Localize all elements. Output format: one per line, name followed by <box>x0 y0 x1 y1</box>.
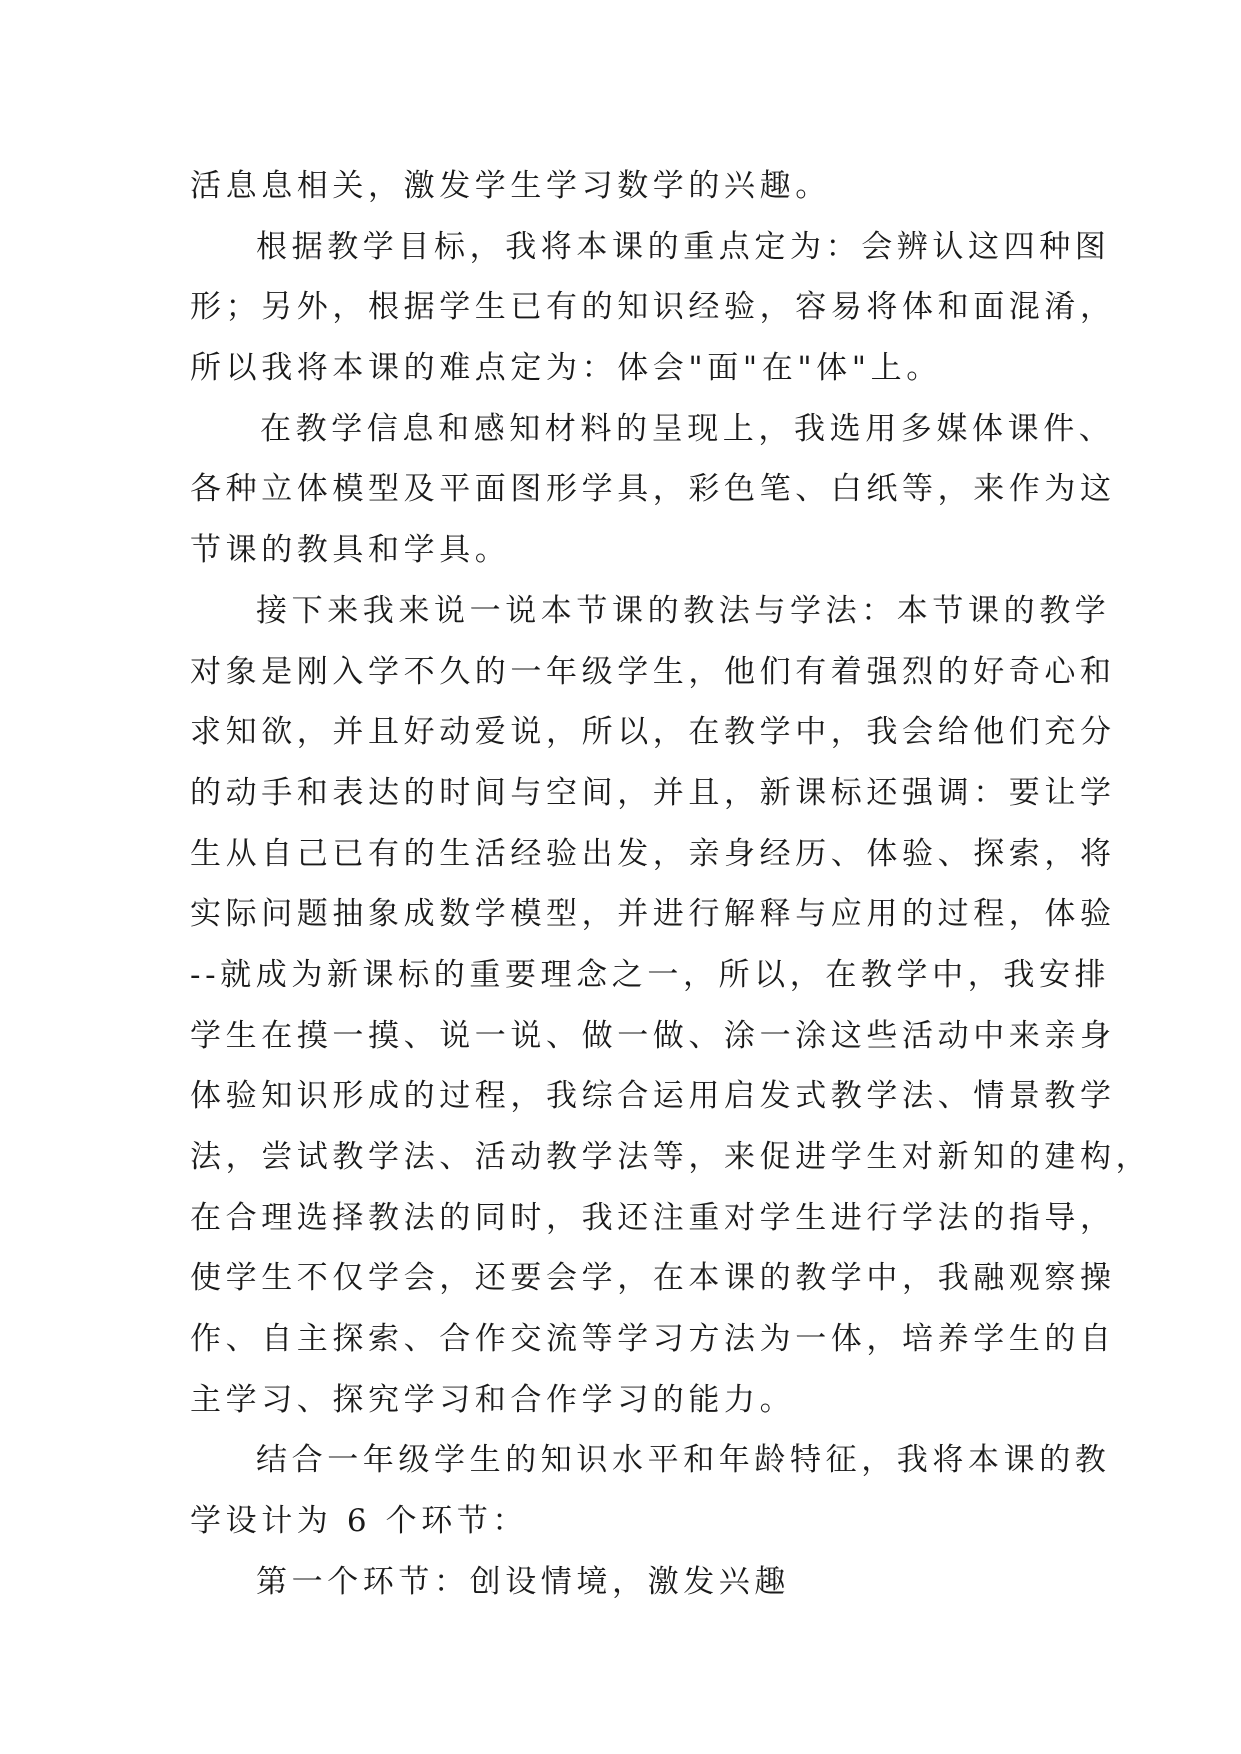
text-line: 形；另外，根据学生已有的知识经验，容易将体和面混淆， <box>190 289 1116 326</box>
text-line: 的动手和表达的时间与空间，并且，新课标还强调：要让学 <box>190 774 1116 811</box>
text-line: 生从自己已有的生活经验出发，亲身经历、体验、探索，将 <box>190 835 1116 872</box>
text-line: 法，尝试教学法、活动教学法等，来促进学生对新知的建构， <box>190 1139 1152 1175</box>
paragraph-first-line: 结合一年级学生的知识水平和年龄特征，我将本课的教 <box>256 1442 1111 1479</box>
text-line: 学设计为 6 个环节： <box>190 1503 529 1540</box>
paragraph-first-line: 接下来我来说一说本节课的教法与学法：本节课的教学 <box>256 592 1111 629</box>
text-line: 节课的教具和学具。 <box>190 532 511 569</box>
text-line: 求知欲，并且好动爱说，所以，在教学中，我会给他们充分 <box>190 714 1116 751</box>
text-line: 学生在摸一摸、说一说、做一做、涂一涂这些活动中来亲身 <box>190 1017 1116 1054</box>
text-line: 体验知识形成的过程，我综合运用启发式教学法、情景教学 <box>190 1078 1116 1115</box>
text-line: 作、自主探索、合作交流等学习方法为一体，培养学生的自 <box>190 1321 1116 1358</box>
document-body <box>190 156 1152 1613</box>
text-line: 活息息相关，激发学生学习数学的兴趣。 <box>190 168 831 204</box>
text-line: 对象是刚入学不久的一年级学生，他们有着强烈的好奇心和 <box>190 653 1116 690</box>
text-line: 实际问题抽象成数学模型，并进行解释与应用的过程，体验 <box>190 896 1116 933</box>
section-heading: 第一个环节：创设情境，激发兴趣 <box>256 1563 790 1600</box>
text-line: 所以我将本课的难点定为：体会"面"在"体"上。 <box>190 350 942 387</box>
paragraph-first-line: 在教学信息和感知材料的呈现上，我选用多媒体课件、 <box>260 410 1115 447</box>
text-line: 在合理选择教法的同时，我还注重对学生进行学法的指导， <box>190 1199 1116 1236</box>
text-line: 主学习、探究学习和合作学习的能力。 <box>190 1381 796 1418</box>
text-line: 各种立体模型及平面图形学具，彩色笔、白纸等，来作为这 <box>190 471 1116 508</box>
paragraph-first-line: 根据教学目标，我将本课的重点定为：会辨认这四种图 <box>256 228 1111 265</box>
text-line: --就成为新课标的重要理念之一，所以，在教学中，我安排 <box>190 956 1111 993</box>
text-line: 使学生不仅学会，还要会学，在本课的教学中，我融观察操 <box>190 1260 1116 1297</box>
